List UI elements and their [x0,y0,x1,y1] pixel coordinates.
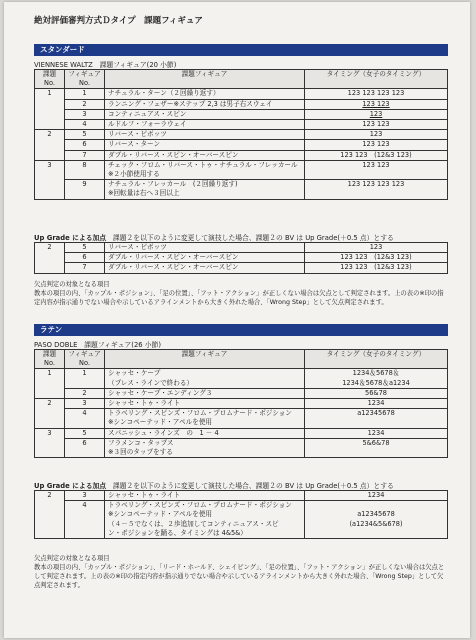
task-number: 2 [35,399,65,429]
figure-number: 6 [65,253,105,263]
figure-number: 7 [65,263,105,273]
figure-name-text: フラメンコ・タップス [108,438,174,447]
figure-number: 1 [65,369,105,388]
task-number: 1 [35,89,65,130]
header-timing: タイミング（女子のタイミング） [305,350,448,369]
figure-note: （４－５でなくは、２歩追加してコンティニュアス・スピ [108,519,279,528]
latin-upgrade-table [34,490,448,539]
figure-note: ※３回のタップをする [108,448,173,457]
upgrade-text: 課題２を以下のように変更して演技した場合、課題２の BV は Up Grade(＋0.5 点）とする [112,482,394,490]
timing: 123 123 [305,99,448,109]
timing: 123 123 (12&3 123) [305,150,448,160]
timing [305,369,448,388]
figure-number: 4 [65,120,105,130]
figure-name: ダブル・リバース・スピン・オーバースピン [105,150,305,160]
figure-note: ※シンコペーテッド・アペルを使用 [108,418,213,427]
figure-number: 2 [65,99,105,109]
figure-note: ※回転量は右へ３回以上 [108,189,180,198]
figure-name: コンティニュアス・スピン [105,109,305,119]
task-number: 2 [35,243,65,274]
table-row [35,140,448,150]
latin-upgrade-line [34,480,394,490]
figure-name [105,369,305,388]
timing: 123 [305,243,448,253]
figure-name: シャッセ・トゥ・ライト [105,399,305,409]
timing: 123 [305,109,448,119]
figure-name-text: シャッセ・ケープ [108,369,161,378]
header-figure: 課題フィギュア [105,350,305,369]
figure-name: リバース・ターン [105,140,305,150]
figure-number: 3 [65,109,105,119]
figure-number: 5 [65,243,105,253]
table-row [35,428,448,438]
figure-name [105,501,305,539]
figure-number: 3 [65,491,105,501]
standard-figure-table [34,69,448,200]
figure-number: 4 [65,409,105,428]
timing [305,501,448,539]
figure-name: シャッセ・トゥ・ライト [105,491,305,501]
figure-number: 7 [65,150,105,160]
task-number: 2 [35,491,65,539]
latin-subtitle: PASO DOBLE 課題フィギュア(26 小節) [34,341,162,349]
table-row [35,89,448,99]
task-number: 2 [35,130,65,161]
header-task-no: 課題No. [35,70,65,89]
header-figure-no: フィギュアNo. [65,350,105,369]
table-row [35,130,448,140]
document-page [4,2,470,638]
figure-note: ※シンコペーテッド・アペルを使用 [108,510,213,519]
standard-notes [34,280,448,307]
figure-name [105,160,305,179]
table-row [35,409,448,428]
table-row [35,180,448,199]
timing: 1234 [305,399,448,409]
figure-name [105,438,305,457]
table-row [35,438,448,457]
header-figure-no: フィギュアNo. [65,70,105,89]
table-row [35,491,448,501]
timing-line: (a1234&5&678) [349,519,403,528]
figure-name: ダブル・リバース・スピン・オーバースピン [105,253,305,263]
figure-number: 8 [65,160,105,179]
header-task-no: 課題No. [35,350,65,369]
table-row [35,263,448,273]
timing: 1234 [305,491,448,501]
figure-number: 9 [65,180,105,199]
figure-name: リバース・ピボッツ [105,130,305,140]
header-timing: タイミング（女子のタイミング） [305,70,448,89]
figure-name [105,180,305,199]
timing: 123 [305,130,448,140]
figure-name-text: トラベリング・スピンズ・フロム・プロムナード・ポジション [108,501,292,510]
upgrade-label: Up Grade による加点 [34,482,107,490]
figure-name: ダブル・リバース・スピン・オーバースピン [105,263,305,273]
note-body: 教本の項目の内、「カップル・ポジション」、「足の位置」、「フット・アクション」が正しくない場合は欠点として判定されます。上の表の※印の指定内容が指示通りでない場合や示しているアラインメントから大きく外れた場合、「Wrong Step」として欠点判定されます。 [34,290,444,306]
figure-name [105,409,305,428]
table-row [35,120,448,130]
figure-number: 5 [65,428,105,438]
figure-name-text: ナチュラル・フレッカール (２回繰り返す) [108,180,238,189]
timing: 123 123 123 123 [305,180,448,199]
table-row [35,388,448,398]
timing-line: a12345678 [357,510,395,519]
page-title: 絶対評価審判方式Ｄタイプ 課題フィギュア [34,16,203,26]
task-number: 3 [35,160,65,199]
standard-upgrade-table [34,242,448,274]
task-number: 1 [35,369,65,399]
figure-name-text: トラベリング・スピンズ・フロム・プロムナード・ポジション [108,409,292,418]
figure-number: 5 [65,130,105,140]
table-row [35,253,448,263]
timing: 56&78 [305,388,448,398]
table-row [35,243,448,253]
figure-name: ナチュラル・ターン（２回繰り返す） [105,89,305,99]
figure-number: 2 [65,388,105,398]
figure-number: 6 [65,438,105,457]
figure-name: ルドルフ・フォーラウェイ [105,120,305,130]
task-number: 3 [35,428,65,458]
note-title: 欠点判定の対象となる項目 [34,281,110,288]
figure-name-text: チェック・フロム・リバース・トゥ・ナチュラル・フレッカール [108,160,298,169]
header-figure: 課題フィギュア [105,70,305,89]
latin-figure-table [34,349,448,458]
timing: a12345678 [305,409,448,428]
figure-number: 6 [65,140,105,150]
standard-section-band: スタンダード [34,44,448,56]
timing: 123 123 [305,160,448,179]
table-row [35,501,448,539]
figure-number: 3 [65,399,105,409]
timing: 1234 [305,428,448,438]
timing: 123 123 [305,120,448,130]
timing: 123 123 (12&3 123) [305,253,448,263]
latin-section-band: ラテン [34,324,448,336]
table-row [35,150,448,160]
table-row [35,369,448,388]
standard-upgrade-line [34,232,394,242]
upgrade-label: Up Grade による加点 [34,234,107,242]
table-row [35,160,448,179]
figure-number: 1 [65,89,105,99]
timing: 123 123 (12&3 123) [305,263,448,273]
timing: 123 123 [305,140,448,150]
timing-line: 1234＆5678＆a1234 [342,378,410,387]
figure-number: 4 [65,501,105,539]
timing: 5&6&78 [305,438,448,457]
standard-subtitle: VIENNESE WALTZ 課題フィギュア(20 小節) [34,61,177,69]
figure-name: スパニッシュ・ラインズ の 1 － 4 [105,428,305,438]
table-row [35,109,448,119]
figure-note: ン・ポジションを踊る、タイミングは 4&5&） [108,528,247,537]
timing-line: 1234＆5678＆ [352,369,400,378]
timing: 123 123 123 123 [305,89,448,99]
upgrade-text: 課題２を以下のように変更して演技した場合、課題２の BV は Up Grade(＋0.5 点）とする [112,234,394,242]
table-row [35,399,448,409]
figure-note: （プレス・ラインで終わる） [108,378,194,387]
figure-name: ランニング・フェザー※ステップ 2,3 は男子右スウェイ [105,99,305,109]
note-body: 教本の項目の内、「カップル・ポジション」、「リード・ホールド、シェイピング」、「足の位置」、「フット・アクション」が正しくない場合は欠点として判定されます。上の表の※印の指定内容が指示通りでない場合や示しているアラインメントから大きく外れた場合、「Wrong Step」として欠点判定されます。 [34,564,445,589]
latin-notes [34,554,448,590]
figure-name: シャッセ・ケープ・エンディング３ [105,388,305,398]
table-row [35,99,448,109]
figure-name: リバース・ピボッツ [105,243,305,253]
note-title: 欠点判定の対象となる項目 [34,555,110,562]
figure-note: ※２小節使用する [108,170,160,179]
